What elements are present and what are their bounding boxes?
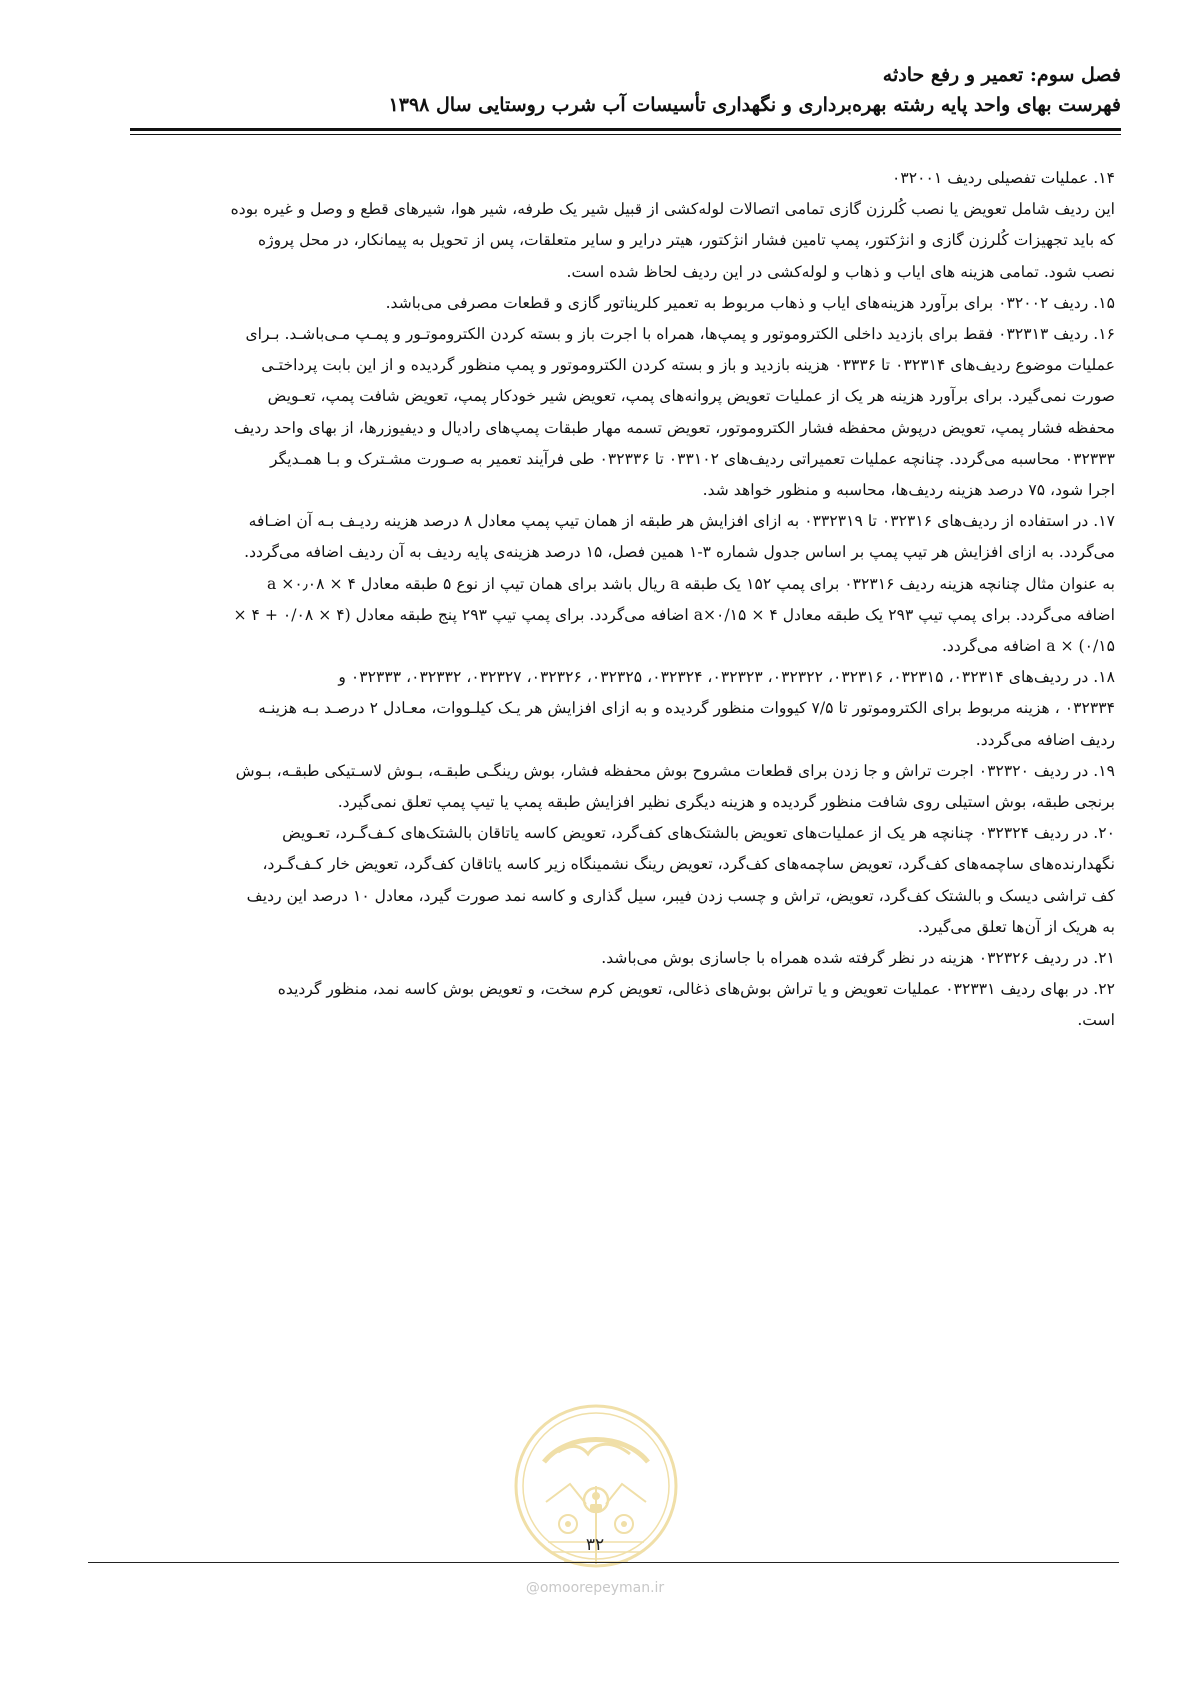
seal-logo-icon [508,1392,684,1590]
text-line: نصب شود. تمامی هزینه های ایاب و ذهاب و لوله‌کشی در این ردیف لحاظ شده است. [566,262,1115,281]
page-header [130,60,1121,120]
text-line-item-21: ۲۱. در ردیف ۰۳۲۳۲۶ هزینه در نظر گرفته شده همراه با جاسازی بوش می‌باشد. [601,949,1115,968]
header-rule-thick [130,128,1121,131]
document-title: فهرست بهای واحد پایه رشته بهره‌برداری و نگهداری تأسیسات آب شرب روستایی سال ۱۳۹۸ [388,94,1121,116]
text-line-item-22: ۲۲. در بهای ردیف ۰۳۲۳۳۱ عملیات تعویض و یا تراش بوش‌های ذغالی، تعویض کرم سخت، و تعویض بوش کاسه نمد، منظور گردیده [277,980,1115,999]
text-line: که باید تجهیزات کُلرزن گازی و انژکتور، پمپ تامین فشار انژکتور، هیتر درایر و سایر متعلقات، پس از تحویل به پیمانکار، در محل پروژه [257,231,1115,250]
text-line-item-15: ۱۵. ردیف ۰۳۲۰۰۲ برای برآورد هزینه‌های ایاب و ذهاب مربوط به تعمیر کلریناتور گازی و قطعات مصرفی می‌باشد. [385,293,1115,312]
text-line: اجرا شود، ۷۵ درصد هزینه ردیف‌ها، محاسبه و منظور خواهد شد. [702,481,1115,500]
text-line: صورت نمی‌گیرد. برای برآورد هزینه هر یک از عملیات تعویض پروانه‌های پمپ، تعویض شیر خودکار پمپ، تعویض شافت پمپ، تعـویض [267,387,1115,406]
page-number: ۳۲ [585,1535,605,1555]
header-rule-thin [130,134,1121,135]
text-line: محفظه فشار پمپ، تعویض درپوش محفظه فشار الکتروموتور، تعویض تسمه مهار طبقات پمپ‌های رادیال و دیفیوزرها، از بهای واحد ردیف [233,418,1115,437]
text-line: ۰/۱۵) × a اضافه می‌گردد. [941,637,1115,656]
text-line: اضافه می‌گردد. برای پمپ تیپ ۲۹۳ یک طبقه معادل ۴ × a×۰/۱۵ اضافه می‌گردد. برای پمپ تیپ ۲۹۳ پنج طبقه معادل (۴ × ۰/۰۸ + ۴ × [233,605,1115,624]
text-line-item-14-title: ۱۴. عملیات تفصیلی ردیف ۰۳۲۰۰۱ [891,169,1115,187]
text-line-item-16: ۱۶. ردیف ۰۳۲۳۱۳ فقط برای بازدید داخلی الکتروموتور و پمپ‌ها، همراه با اجرت باز و بسته کردن الکتروموتـور و پمـپ مـی‌باشـد. بـرای [245,325,1115,344]
chapter-title: فصل سوم: تعمیر و رفع حادثه [882,64,1121,86]
text-line-item-17: ۱۷. در استفاده از ردیف‌های ۰۳۲۳۱۶ تا ۰۳۳۲۳۱۹ به ازای افزایش هر طبقه از همان تیپ پمپ معادل ۸ درصد هزینه ردیـف بـه آن اضـافه [248,512,1115,531]
text-line: این ردیف شامل تعویض یا نصب کُلرزن گازی تمامی اتصالات لوله‌کشی از قبیل شیر یک طرفه، شیر هوا، شیرهای قطع و وصل و غیره بوده [230,200,1115,219]
text-line: ۰۳۲۳۳۴ ، هزینه مربوط برای الکتروموتور تا ۷/۵ کیووات منظور گردیده و به ازای افزایش هر یـک کیلـووات، معـادل ۲ درصـد بـه هزینـه [258,699,1115,718]
text-line: می‌گردد. به ازای افزایش هر تیپ پمپ بر اساس جدول شماره ۳-۱ همین فصل، ۱۵ درصد هزینه‌ی پایه ردیف به آن ردیف اضافه می‌گردد. [244,543,1115,562]
text-line: برنجی طبقه، بوش استیلی روی شافت منظور گردیده و هزینه دیگری نظیر افزایش طبقه پمپ یا تیپ پمپ تعلق نمی‌گیرد. [337,793,1115,812]
text-line: نگهدارنده‌های ساچمه‌های کف‌گرد، تعویض ساچمه‌های کف‌گرد، تعویض رینگ نشمینگاه زیر کاسه یاتاقان کف‌گرد، تعویض خار کـف‌گـرد، [262,855,1115,874]
text-line: به هریک از آن‌ها تعلق می‌گیرد. [917,917,1115,936]
text-line-item-19: ۱۹. در ردیف ۰۳۲۳۲۰ اجرت تراش و جا زدن برای قطعات مشروح بوش محفظه فشار، بوش رینگـی طبقـه، بـوش لاسـتیکی طبقـه، بـوش [235,761,1115,780]
body-text [80,163,1115,1037]
text-line: است. [1077,1011,1115,1030]
text-line: ردیف اضافه می‌گردد. [975,730,1115,749]
text-line: به عنوان مثال چنانچه هزینه ردیف ۰۳۲۳۱۶ برای پمپ ۱۵۲ یک طبقه a ریال باشد برای همان تیپ از نوع ۵ طبقه معادل ۴ × ۰٫۰۸× a [267,574,1115,593]
watermark-text: @omoorepeyman.ir [525,1580,665,1596]
text-line: عملیات موضوع ردیف‌های ۰۳۲۳۱۴ تا ۰۳۳۳۶ هزینه بازدید و باز و بسته کردن الکتروموتور و پمپ منظور گردیده و از این بابت پرداختـی [261,356,1115,375]
text-line: ۰۳۲۳۳۳ محاسبه می‌گردد. چنانچه عملیات تعمیراتی ردیف‌های ۰۳۳۱۰۲ تا ۰۳۲۳۳۶ طی فرآیند تعمیر به صـورت مشـترک و بـا همـدیگر [270,449,1115,468]
text-line: کف تراشی دیسک و بالشتک کف‌گرد، تعویض، تراش و چسب زدن فیبر، سیل گذاری و کاسه نمد صورت گیرد، معادل ۱۰ درصد این ردیف [246,886,1115,905]
text-line-item-20: ۲۰. در ردیف ۰۳۲۳۲۴ چنانچه هر یک از عملیات‌های تعویض بالشتک‌های کف‌گرد، تعویض کاسه یاتاقان بالشتک‌های کـف‌گـرد، تعـویض [282,824,1115,843]
footer-rule [88,1562,1119,1563]
text-line-item-18: ۱۸. در ردیف‌های ۰۳۲۳۱۴، ۰۳۲۳۱۵، ۰۳۲۳۱۶، ۰۳۲۳۲۲، ۰۳۲۳۲۳، ۰۳۲۳۲۴، ۰۳۲۳۲۵، ۰۳۲۳۲۶، ۰۳۲۳۲۷، ۰۳۲۳۳۲، ۰۳۲۳۳۳ و [338,668,1115,687]
